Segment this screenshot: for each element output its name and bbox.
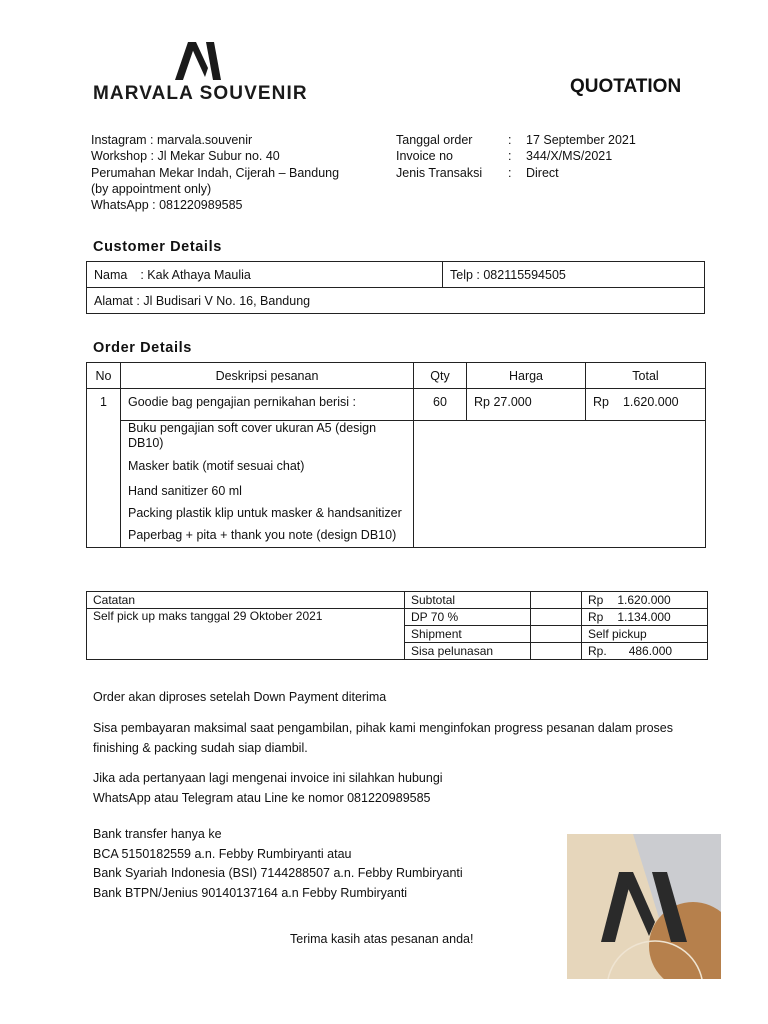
summary-value [582, 626, 708, 643]
contact-line: Instagram : marvala.souvenir [91, 133, 253, 147]
bank-line: Bank Syariah Indonesia (BSI) 7144288507 a.n. Febby Rumbiryanti [93, 866, 463, 880]
summary-currency: Rp [588, 593, 604, 607]
meta-colon: : [508, 133, 512, 147]
col-header-description: Deskripsi pesanan [121, 363, 414, 389]
customer-phone: 082115594505 [483, 267, 566, 282]
meta-value: 344/X/MS/2021 [526, 149, 613, 164]
summary-currency: Rp. [588, 644, 607, 658]
summary-value [582, 609, 708, 626]
order-meta-row [396, 148, 636, 164]
item-no: 1 [87, 389, 121, 548]
meta-label: Jenis Transaksi [396, 165, 483, 180]
bank-line: BCA 5150182559 a.n. Febby Rumbiryanti atau [93, 846, 352, 861]
table-row [87, 262, 705, 288]
note-contact [93, 769, 673, 808]
order-meta-row [396, 165, 636, 181]
customer-name: Kak Athaya Maulia [147, 267, 251, 282]
order-meta-row [396, 132, 636, 148]
item-total [586, 389, 706, 421]
list-item: Hand sanitizer 60 ml [128, 484, 242, 498]
col-header-qty: Qty [414, 363, 467, 389]
meta-label: Invoice no [396, 149, 453, 164]
customer-address-cell: Alamat : Jl Budisari V No. 16, Bandung [87, 288, 705, 314]
summary-label: Sisa pelunasan [405, 643, 531, 660]
summary-spacer [531, 592, 582, 609]
list-item: Packing plastik klip untuk masker & handsanitizer [128, 506, 402, 520]
customer-phone-cell: Telp : 082115594505 [443, 262, 705, 288]
meta-value: Direct [526, 165, 559, 180]
table-row [87, 288, 705, 314]
customer-table [86, 261, 705, 314]
item-total-currency: Rp [593, 395, 609, 409]
brand-graphic-icon [567, 834, 721, 979]
order-table [86, 362, 706, 548]
bank-line: Bank BTPN/Jenius 90140137164 a.n Febby Rumbiryanti [93, 885, 408, 900]
summary-label: Shipment [405, 626, 531, 643]
brand-logo-icon [175, 42, 221, 80]
customer-phone-label: Telp [450, 267, 473, 282]
document-title: QUOTATION [570, 76, 682, 97]
list-item: Paperbag + pita + thank you note (design DB10) [128, 528, 397, 542]
col-header-total: Total [586, 363, 706, 389]
note-contact-line: Jika ada pertanyaan lagi mengenai invoice ini silahkan hubungi [93, 771, 443, 785]
summary-currency: Self pickup [588, 627, 647, 641]
item-total-amount: 1.620.000 [622, 395, 679, 409]
note-balance: Sisa pembayaran maksimal saat pengambilan, pihak kami menginfokan progress pesanan dalam proses finishing & packing sudah siap diambil. [93, 721, 673, 755]
item-empty-cell [414, 421, 706, 548]
note-label: Catatan [87, 592, 405, 609]
summary-value [582, 592, 708, 609]
item-description [121, 421, 414, 548]
summary-spacer [531, 626, 582, 643]
summary-currency: Rp [588, 610, 604, 624]
meta-colon: : [508, 165, 512, 180]
summary-label: Subtotal [405, 592, 531, 609]
meta-value: 17 September 2021 [526, 133, 636, 147]
contact-info [91, 132, 339, 213]
summary-table [86, 591, 708, 660]
note-contact-line: WhatsApp atau Telegram atau Line ke nomor 081220989585 [93, 790, 431, 805]
customer-address-label: Alamat [94, 293, 133, 308]
customer-name-label: Nama [94, 267, 128, 282]
table-row [87, 609, 708, 626]
contact-line: Workshop : Jl Mekar Subur no. 40 [91, 149, 280, 164]
table-row [87, 389, 706, 421]
order-meta [396, 132, 636, 181]
contact-line: WhatsApp : 081220989585 [91, 198, 243, 213]
item-heading: Goodie bag pengajian pernikahan berisi : [121, 389, 414, 421]
bank-title: Bank transfer hanya ke [93, 827, 222, 841]
list-item: Masker batik (motif sesuai chat) [128, 459, 305, 473]
summary-amount: 486.000 [628, 644, 673, 658]
order-details-title: Order Details [93, 340, 192, 356]
table-row [87, 592, 708, 609]
contact-line: (by appointment only) [91, 181, 212, 196]
summary-spacer [531, 643, 582, 660]
meta-label: Tanggal order [396, 133, 473, 147]
note-text: Self pick up maks tanggal 29 Oktober 2021 [87, 609, 405, 660]
brand-name: MARVALA SOUVENIR [93, 83, 308, 104]
summary-amount: 1.134.000 [617, 610, 671, 624]
contact-line: Perumahan Mekar Indah, Cijerah – Bandung [91, 165, 340, 180]
item-qty: 60 [414, 389, 467, 421]
customer-details-title: Customer Details [93, 239, 222, 255]
col-header-price: Harga [467, 363, 586, 389]
table-header-row [87, 363, 706, 389]
col-header-no: No [87, 363, 121, 389]
note-down-payment: Order akan diproses setelah Down Payment diterima [93, 690, 387, 704]
summary-value [582, 643, 708, 660]
thank-you-text: Terima kasih atas pesanan anda! [290, 932, 474, 946]
item-price: Rp 27.000 [467, 389, 586, 421]
meta-colon: : [508, 149, 512, 164]
customer-name-cell: Nama : Kak Athaya Maulia [87, 262, 443, 288]
summary-amount: 1.620.000 [617, 593, 671, 607]
summary-label: DP 70 % [405, 609, 531, 626]
list-item: Buku pengajian soft cover ukuran A5 (design DB10) [128, 421, 377, 450]
summary-spacer [531, 609, 582, 626]
customer-address: Jl Budisari V No. 16, Bandung [143, 293, 311, 308]
table-row [87, 421, 706, 548]
